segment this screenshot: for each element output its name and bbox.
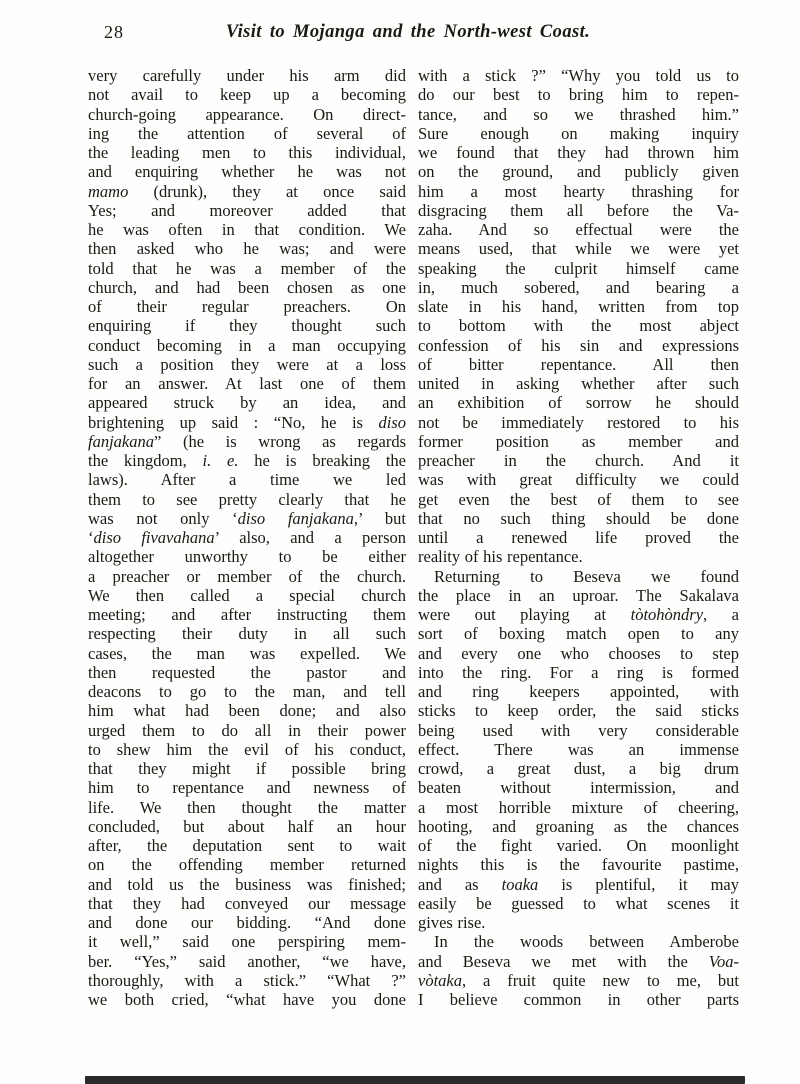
text-line: conduct becoming in a man occupying xyxy=(88,335,406,355)
text-line: zaha. And so effectual were the xyxy=(418,220,739,239)
text-line: on the ground, and publicly given xyxy=(418,162,739,182)
text-line: until a renewed life proved the xyxy=(418,528,739,547)
text-line: concluded, but about half an hour xyxy=(88,816,406,836)
text-line: then asked who he was; and were xyxy=(88,239,406,259)
text-line: Sure enough on making inquiry xyxy=(418,123,739,143)
text-line: fanjakana” (he is wrong as regards xyxy=(88,431,406,451)
text-line: and enquiring whether he was not xyxy=(88,162,406,182)
text-line: and ring keepers appointed, with xyxy=(418,682,739,701)
text-line: very carefully under his arm did xyxy=(88,66,406,85)
text-line: deacons to go to the man, and tell xyxy=(88,682,406,701)
text-line: such a position they were at a loss xyxy=(88,354,406,374)
text-line: that no such thing should be done xyxy=(418,508,739,528)
text-line: effect. There was an immense xyxy=(418,739,739,759)
text-line: of their regular preachers. On xyxy=(88,297,406,316)
text-line: of bitter repentance. All then xyxy=(418,354,739,374)
text-line: that they might if possible bring xyxy=(88,759,406,778)
text-line: then requested the pastor and xyxy=(88,662,406,682)
text-line: I believe common in other parts xyxy=(418,990,739,1009)
text-line: to bottom with the most abject xyxy=(418,316,739,336)
text-line: easily be guessed to what scenes it xyxy=(418,893,739,913)
text-line: told that he was a member of the xyxy=(88,258,406,278)
text-line: it well,” said one perspiring mem- xyxy=(88,932,406,952)
text-line: him to repentance and newness of xyxy=(88,778,406,798)
text-line: sort of boxing match open to any xyxy=(418,624,739,644)
text-line: and Beseva we met with the Voa- xyxy=(418,951,739,971)
text-line: of the fight varied. On moonlight xyxy=(418,836,739,855)
text-line: beaten without intermission, and xyxy=(418,778,739,798)
text-line: Returning to Beseva we found xyxy=(434,566,739,586)
text-line: and done our bidding. “And done xyxy=(88,913,406,932)
text-line: We then called a special church xyxy=(88,585,406,605)
text-line: an exhibition of sorrow he should xyxy=(418,393,739,413)
text-line: him what had been done; and also xyxy=(88,701,406,721)
text-line: united in asking whether after such xyxy=(418,374,739,393)
text-line: mamo (drunk), they at once said xyxy=(88,181,406,201)
text-line: get even the best of them to see xyxy=(418,489,739,509)
text-line: was with great difficulty we could xyxy=(418,470,739,490)
text-line: reality of his repentance. xyxy=(418,547,583,567)
text-line: a preacher or member of the church. xyxy=(88,566,406,586)
text-line: and as toaka is plentiful, it may xyxy=(418,874,739,894)
text-line: being used with very considerable xyxy=(418,720,739,740)
text-line: in, much sobered, and bearing a xyxy=(418,277,739,297)
text-line: with a stick ?” “Why you told us to xyxy=(418,66,739,85)
text-line: urged them to do all in their power xyxy=(88,720,406,740)
text-line: speaking the culprit himself came xyxy=(418,258,739,278)
text-line: on the offending member returned xyxy=(88,855,406,875)
text-line: do our best to bring him to repen- xyxy=(418,85,739,105)
text-line: vòtaka, a fruit quite new to me, but xyxy=(418,970,739,990)
text-line: the place in an uproar. The Sakalava xyxy=(418,585,739,605)
text-column-right xyxy=(418,66,739,1009)
scan-edge-artifact xyxy=(85,1076,745,1084)
text-line: means used, that while we were yet xyxy=(418,239,739,259)
text-line: church-going appearance. On direct- xyxy=(88,104,406,124)
text-line: gives rise. xyxy=(418,913,486,932)
text-line: laws). After a time we led xyxy=(88,470,406,490)
text-line: disgracing them all before the Va- xyxy=(418,200,739,220)
text-line: was not only ‘diso fanjakana,’ but xyxy=(88,508,406,528)
text-line: a most horrible mixture of cheering, xyxy=(418,797,739,817)
text-line: thoroughly, with a stick.” “What ?” xyxy=(88,970,406,990)
text-line: respecting their duty in all such xyxy=(88,624,406,644)
text-line: slate in his hand, written from top xyxy=(418,297,739,316)
text-line: after, the deputation sent to wait xyxy=(88,836,406,855)
text-line: he was often in that condition. We xyxy=(88,220,406,239)
text-line: ‘diso fivavahana’ also, and a person xyxy=(88,528,406,547)
text-line: life. We then thought the matter xyxy=(88,797,406,817)
page-number: 28 xyxy=(104,22,124,42)
running-header-title: Visit to Mojanga and the North-west Coast. xyxy=(225,22,591,42)
text-line: not avail to keep up a becoming xyxy=(88,85,406,105)
text-line: church, and had been chosen as one xyxy=(88,277,406,297)
text-line: crowd, a great dust, a big drum xyxy=(418,759,739,778)
text-line: him a most hearty thrashing for xyxy=(418,181,739,201)
text-line: sticks to keep order, the said sticks xyxy=(418,701,739,721)
text-column-left xyxy=(88,66,406,1009)
text-line: the kingdom, i. e. he is breaking the xyxy=(88,451,406,470)
text-line: preacher in the church. And it xyxy=(418,451,739,470)
text-line: Yes; and moreover added that xyxy=(88,200,406,220)
text-line: nights this is the favourite pastime, xyxy=(418,855,739,875)
text-line: the leading men to this individual, xyxy=(88,143,406,162)
text-line: cases, the man was expelled. We xyxy=(88,643,406,663)
text-line: former position as member and xyxy=(418,431,739,451)
text-line: and every one who chooses to step xyxy=(418,643,739,663)
text-line: not be immediately restored to his xyxy=(418,412,739,432)
text-line: brightening up said : “No, he is diso xyxy=(88,412,406,432)
text-line: enquiring if they thought such xyxy=(88,316,406,336)
text-line: appeared struck by an idea, and xyxy=(88,393,406,413)
text-line: to shew him the evil of his conduct, xyxy=(88,739,406,759)
text-line: we both cried, “what have you done xyxy=(88,990,406,1009)
text-line: that they had conveyed our message xyxy=(88,893,406,913)
text-line: hooting, and groaning as the chances xyxy=(418,816,739,836)
text-line: we found that they had thrown him xyxy=(418,143,739,162)
text-line: them to see pretty clearly that he xyxy=(88,489,406,509)
page-header xyxy=(0,22,800,48)
text-line: for an answer. At last one of them xyxy=(88,374,406,393)
text-line: altogether unworthy to be either xyxy=(88,547,406,567)
text-line: meeting; and after instructing them xyxy=(88,605,406,624)
text-line: tance, and so we thrashed him.” xyxy=(418,104,739,124)
text-line: In the woods between Amberobe xyxy=(434,932,739,952)
text-line: ber. “Yes,” said another, “we have, xyxy=(88,951,406,971)
text-line: and told us the business was finished; xyxy=(88,874,406,894)
text-line: ing the attention of several of xyxy=(88,123,406,143)
text-line: were out playing at tòtohòndry, a xyxy=(418,605,739,624)
text-line: confession of his sin and expressions xyxy=(418,335,739,355)
text-line: into the ring. For a ring is formed xyxy=(418,662,739,682)
